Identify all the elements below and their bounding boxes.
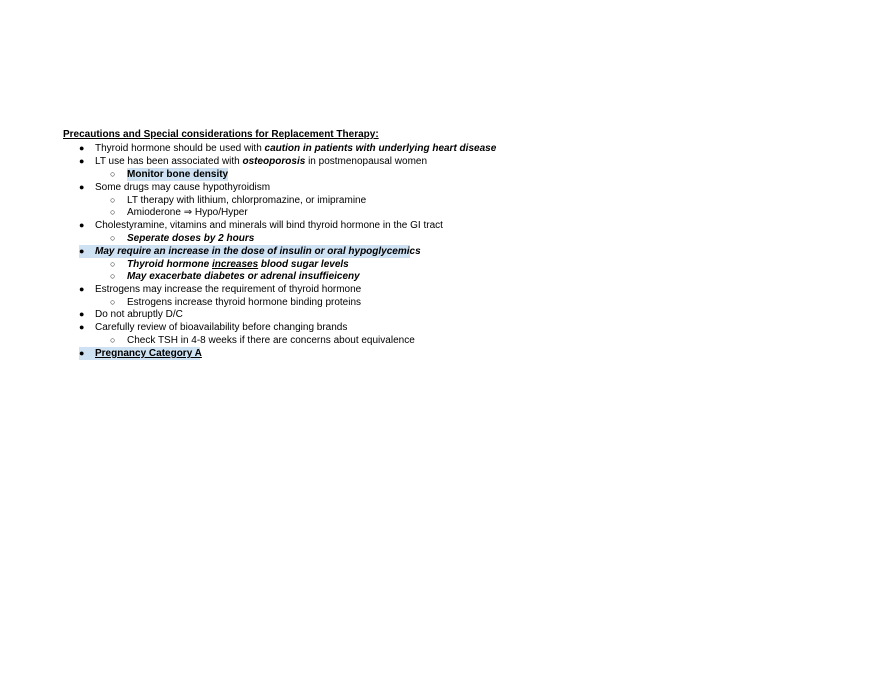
list-item	[0, 142, 880, 155]
list-item-text: Estrogens increase thyroid hormone binding proteins	[127, 297, 362, 308]
list-subitem	[0, 270, 880, 283]
list-item-text: Cholestyramine, vitamins and minerals will bind thyroid hormone in the GI tract	[95, 220, 443, 231]
list-item-text: May require an increase in the dose of insulin or oral hypoglycemics	[95, 246, 421, 257]
circle-bullet-icon: ○	[110, 169, 116, 179]
circle-bullet-icon: ○	[110, 233, 116, 243]
list-item-text: Some drugs may cause hypothyroidism	[95, 182, 271, 193]
list-item	[0, 321, 880, 334]
list-item	[0, 155, 880, 168]
bullet-icon: ●	[79, 246, 85, 256]
list-item-text: Do not abruptly D/C	[95, 309, 183, 320]
list-item-text: May exacerbate diabetes or adrenal insuffieiceny	[127, 271, 360, 282]
bullet-icon: ●	[79, 143, 85, 153]
bullet-icon: ●	[79, 348, 85, 358]
list-item	[0, 181, 880, 194]
section-heading: Precautions and Special considerations for Replacement Therapy:	[63, 129, 379, 140]
circle-bullet-icon: ○	[110, 271, 116, 281]
list-item-highlighted	[79, 347, 200, 360]
bullet-icon: ●	[79, 182, 85, 192]
list-item	[0, 283, 880, 296]
bullet-icon: ●	[79, 284, 85, 294]
list-item-text: LT use has been associated with osteoporosis in postmenopausal women	[95, 156, 428, 167]
list-item-text: Monitor bone density	[127, 169, 229, 180]
list-subitem	[0, 232, 880, 245]
list-item-highlighted	[79, 245, 421, 258]
circle-bullet-icon: ○	[110, 335, 116, 345]
list-subitem	[0, 334, 880, 347]
list-item-text: Thyroid hormone should be used with caution in patients with underlying heart disease	[95, 143, 497, 154]
list-item-text: LT therapy with lithium, chlorpromazine, or imipramine	[127, 195, 367, 206]
list-item	[0, 219, 880, 232]
list-subitem	[0, 206, 880, 219]
list-item-text: Check TSH in 4-8 weeks if there are concerns about equivalence	[127, 335, 415, 346]
circle-bullet-icon: ○	[110, 259, 116, 269]
bullet-icon: ●	[79, 309, 85, 319]
list-item-text: Thyroid hormone increases blood sugar levels	[127, 259, 349, 270]
list-item-text: Estrogens may increase the requirement of thyroid hormone	[95, 284, 362, 295]
list-item-text: Amioderone ⇒ Hypo/Hyper	[127, 207, 248, 218]
circle-bullet-icon: ○	[110, 207, 116, 217]
bullet-icon: ●	[79, 156, 85, 166]
list-item	[0, 308, 880, 321]
bullet-icon: ●	[79, 322, 85, 332]
list-item-text: Pregnancy Category A	[95, 348, 202, 359]
list-item-text: Seperate doses by 2 hours	[127, 233, 255, 244]
list-item-text: Carefully review of bioavailability before changing brands	[95, 322, 348, 333]
list-subitem	[0, 168, 880, 181]
bullet-icon: ●	[79, 220, 85, 230]
circle-bullet-icon: ○	[110, 297, 116, 307]
circle-bullet-icon: ○	[110, 195, 116, 205]
